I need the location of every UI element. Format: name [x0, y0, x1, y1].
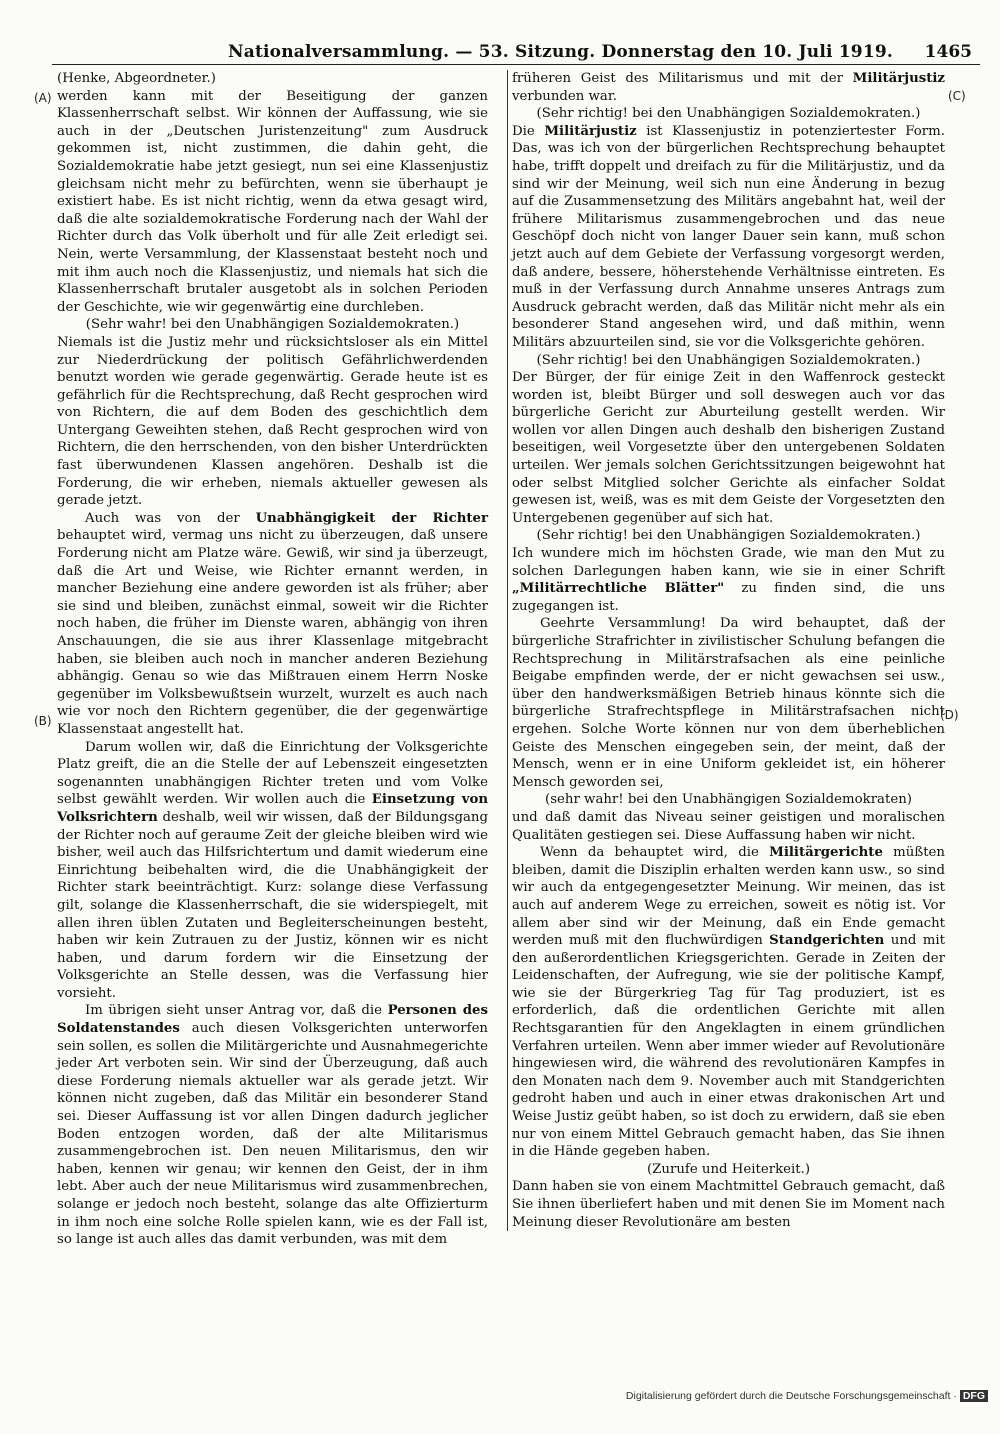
credit-text: Digitalisierung gefördert durch die Deutsche Forschungsgemeinschaft ·: [625, 1390, 957, 1402]
paragraph: Niemals ist die Justiz mehr und rücksichtsloser als ein Mittel zur Niederdrückung der politisch Gefährlichwerdenden benutzt worden wie gerade gegenwärtig. Gerade heute ist es gefährlich für die Rechtsprechung, daß Recht gesprochen wird von Richtern, die auf dem Boden des geschichtlich dem Untergang Geweihten stehen, daß Recht gesprochen wird von Richtern, die den herrschenden, von den bisher Unterdrückten fast überwundenen Klassen angehören. Deshalb ist die Forderung, die wir erheben, niemals aktueller gewesen als gerade jetzt.: [57, 334, 488, 509]
interjection: (Sehr richtig! bei den Unabhängigen Sozialdemokraten.): [536, 528, 921, 544]
digitization-credit: [626, 1390, 988, 1402]
paragraph: Darum wollen wir, daß die Einrichtung der Volksgerichte Platz greift, die an die Stelle der auf Lebenszeit eingesetzten sogenannten unabhängigen Richter treten und vom Volke selbst gewählt werden. Wir wollen auch die Einsetzung von Volksrichtern deshalb, weil wir wissen, daß der Bildungsgang der Richter noch auf geraume Zeit der gleiche bleiben wird wie bisher, weil auch das Hilfsrichtertum und damit wiederum eine Einrichtung beibehalten wird, die die Unabhängigkeit der Richter stark beeinträchtigt. Kurz: solange diese Verfassung gilt, solange die Klassenherrschaft, die sie widerspiegelt, mit allen ihren üblen Zutaten und Begleiterscheinungen besteht, haben wir kein Zutrauen zu der Justiz, können wir es nicht haben, und darum fordern wir die Einsetzung der Volksgerichte an Stelle dessen, was die Verfassung hier vorsieht.: [57, 739, 488, 1001]
paragraph: Ich wundere mich im höchsten Grade, wie man den Mut zu solchen Darlegungen haben kann, wie sie in einer Schrift „Militärrechtliche Blätter" zu finden sind, die uns zugegangen ist.: [512, 546, 945, 614]
interjection: (Sehr richtig! bei den Unabhängigen Sozialdemokraten.): [536, 106, 921, 122]
paragraph: Dann haben sie von einem Machtmittel Gebrauch gemacht, daß Sie ihnen überliefert haben und mit denen Sie im Moment nach Meinung dieser Revolutionäre am besten: [512, 1179, 945, 1230]
paragraph: Im übrigen sieht unser Antrag vor, daß die Personen des Soldatenstandes auch diesen Volksgerichten unterworfen sein sollen, es sollen die Militärgerichte und Ausnahmegerichte jeder Art verboten sein. Wir sind der Überzeugung, daß auch diese Forderung niemals aktueller war als gerade jetzt. Wir können nicht zugeben, daß das Militär ein besonderer Stand sei. Dieser Auffassung ist vor allen Dingen dadurch jeglicher Boden entzogen worden, daß der alte Militarismus zusammengebrochen ist. Den neuen Militarismus, den wir haben, kennen wir genau; wir kennen den Geist, der in ihm lebt. Aber auch der neue Militarismus wird zusammenbrechen, solange er jedoch noch besteht, solange das alte Offizierturm in ihm noch eine solche Rolle spielen kann, wie es der Fall ist, so lange ist auch alles das damit verbunden, was mit dem: [57, 1003, 488, 1248]
paragraph: früheren Geist des Militarismus und mit der Militärjustiz verbunden war.: [512, 71, 945, 104]
interjection: (Sehr richtig! bei den Unabhängigen Sozialdemokraten.): [536, 352, 921, 368]
margin-label-a: (A): [34, 91, 52, 105]
right-column: [507, 70, 945, 1231]
paragraph: werden kann mit der Beseitigung der ganzen Klassenherrschaft selbst. Wir können der Auffassung, wie sie auch in der „Deutschen Juristenzeitung" zum Ausdruck gekommen ist, nicht zustimmen, die dahin geht, die Sozialdemokratie habe jetzt gesiegt, nun sei eine Klassenjustiz gleichsam nicht mehr zu befürchten, wenn sie überhaupt je existiert habe. Es ist nicht richtig, wenn da etwa gesagt wird, daß die alte sozialdemokratische Forderung nach der Wahl der Richter durch das Volk überholt und für alle Zeit erledigt sei. Nein, werte Versammlung, der Klassenstaat besteht noch und mit ihm auch noch die Klassenjustiz, und niemals hat sich die Klassenherrschaft brutaler ausgetobt als in solchen Perioden der Geschichte, wie wir gegenwärtig eine durchleben.: [57, 88, 488, 315]
interjection: (Zurufe und Heiterkeit.): [646, 1161, 811, 1177]
page-header: [52, 42, 980, 65]
interjection: (sehr wahr! bei den Unabhängigen Sozialdemokraten): [545, 792, 912, 808]
paragraph: Die Militärjustiz ist Klassenjustiz in potenziertester Form. Das, was ich von der bürgerlichen Rechtsprechung behauptet habe, trifft doppelt und dreifach zu für die Militärjustiz, und da sind wir der Meinung, weil sich nun eine Änderung in bezug auf die Zusammensetzung des Militärs angebahnt hat, weil der frühere Militarismus zusammengebrochen und das neue Geschöpf doch nicht von langer Dauer sein kann, muß schon jetzt auch auf dem Gebiete der Verfassung vorgesorgt werden, daß andere, bessere, höherstehende Verhältnisse eintreten. Es muß in der Verfassung durch Annahme unseres Antrags zum Ausdruck gebracht werden, daß das Militär nicht mehr als ein besonderer Stand angesehen wird, und daß mithin, wenn Militärs abzuurteilen sind, sie vor die Volksgerichte gehören.: [512, 123, 945, 350]
paragraph: Geehrte Versammlung! Da wird behauptet, daß der bürgerliche Strafrichter in zivilistischer Schulung befangen die Rechtsprechung in Militärstrafsachen als eine peinliche Beigabe empfinden werde, der er nicht gewachsen sei usw., über den handwerksmäßigen Betrieb hinaus könnte sich die bürgerliche Strafrechtspflege in Militärstrafsachen nicht ergehen. Solche Worte können nur von dem überheblichen Geiste des Menschen eingegeben sein, der meint, daß der Mensch, wenn er in eine Uniform gekleidet ist, ein höherer Mensch geworden sei,: [512, 616, 945, 790]
margin-label-d: (D): [940, 708, 959, 722]
paragraph: Auch was von der Unabhängigkeit der Richter behauptet wird, vermag uns nicht zu überzeugen, daß unsere Forderung nicht am Platze wäre. Gewiß, wir sind ja überzeugt, daß die Art und Weise, wie Richter ernannt werden, in mancher Beziehung eine andere geworden ist als früher; aber sie sind und bleiben, zunächst einmal, soweit wir die Richter noch haben, die früher im Dienste waren, abhängig von ihren Anschauungen, die sie aus ihrer Klassenlage mitgebracht haben, sie bleiben auch noch in mancher anderen Beziehung abhängig. Genau so wie das Mißtrauen einem Herrn Noske gegenüber im Volksbewußtsein wurzelt, wurzelt es auch nach wie vor noch den Richtern gegenüber, die der gegenwärtige Klassenstaat angestellt hat.: [57, 510, 488, 737]
left-column: [57, 70, 488, 1249]
dfg-logo: DFG: [960, 1390, 988, 1402]
speaker-label: (Henke, Abgeordneter.): [57, 71, 216, 86]
margin-label-c: (C): [948, 89, 966, 103]
paragraph: und daß damit das Niveau seiner geistigen und moralischen Qualitäten gestiegen sei. Diese Auffassung haben wir nicht.: [512, 809, 945, 843]
paragraph: Der Bürger, der für einige Zeit in den Waffenrock gesteckt worden ist, bleibt Bürger und soll deswegen auch vor das bürgerliche Gericht zur Aburteilung gestellt werden. Wir wollen vor allen Dingen auch deshalb den bisherigen Zustand beseitigen, weil Vorgesetzte über den untergebenen Soldaten urteilen. Wer jemals solchen Gerichtssitzungen beigewohnt hat oder selbst Mitglied solcher Gerichte als einfacher Soldat gewesen ist, weiß, was es mit dem Geiste der Vorgesetzten den Untergebenen gegenüber auf sich hat.: [512, 370, 945, 526]
interjection: (Sehr wahr! bei den Unabhängigen Sozialdemokraten.): [85, 317, 460, 333]
page-number: 1465: [924, 42, 972, 62]
running-title: Nationalversammlung. — 53. Sitzung. Donnerstag den 10. Juli 1919.: [228, 42, 894, 62]
paragraph: Wenn da behauptet wird, die Militärgerichte müßten bleiben, damit die Disziplin erhalten werden kann usw., so sind wir auch da entgegengesetzter Meinung. Wir meinen, das ist auch auf anderem Wege zu erreichen, soweit es nötig ist. Vor allem aber sind wir der Meinung, daß ein Ende gemacht werden muß mit den fluchwürdigen Standgerichten und mit den außerordentlichen Kriegsgerichten. Gerade in Zeiten der Leidenschaften, der Aufregung, wie sie der politische Kampf, wie sie der Bürgerkrieg Tag für Tag produziert, ist es erforderlich, daß die ordentlichen Gerichte mit allen Rechtsgarantien für den Angeklagten in einem gründlichen Verfahren urteilen. Wenn aber immer wieder auf Revolutionäre hingewiesen wird, die während des revolutionären Kampfes in den Monaten nach dem 9. November auch mit Standgerichten gedroht haben und auch in einer etwas drakonischen Art und Weise Justiz geübt haben, so ist doch zu erwidern, daß sie eben nur von einem Mittel Gebrauch gemacht haben, das Sie ihnen in die Hände gegeben haben.: [512, 845, 945, 1160]
margin-label-b: (B): [34, 714, 52, 728]
